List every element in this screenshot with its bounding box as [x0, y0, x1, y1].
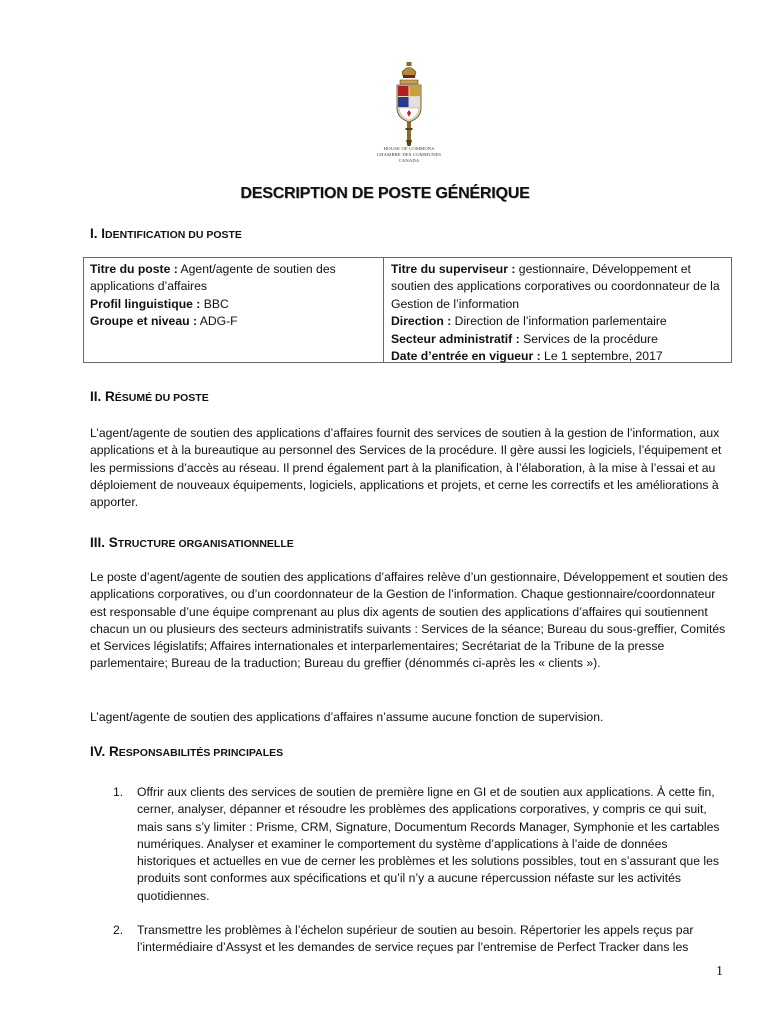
identification-left-column — [90, 261, 376, 331]
section-rest: TRUCTURE ORGANISATIONNELLE — [117, 538, 294, 550]
logo-caption-line-1: HOUSE OF COMMONS — [383, 146, 435, 151]
responsibility-number: 1. — [113, 785, 124, 799]
section-heading-structure — [90, 535, 294, 550]
field-language-profile: Profil linguistique : BBC — [90, 296, 229, 311]
section-initial: S — [108, 535, 118, 550]
section-initial: R — [109, 744, 119, 759]
section-heading-responsibilities — [90, 744, 283, 759]
logo-caption-line-3: CANADA — [398, 158, 420, 163]
field-supervisor-title: Titre du superviseur : gestionnaire, Développement et soutien des applications corporatives ou coordonnateur de la Gestion de l’information — [391, 262, 720, 311]
section-initial: I — [101, 226, 106, 241]
field-job-title: Titre du poste : Agent/agente de soutien des applications d’affaires — [90, 262, 336, 294]
responsibility-item — [113, 922, 729, 957]
section-rest: ÉSUMÉ DU POSTE — [114, 392, 209, 404]
section-numeral: II. — [90, 389, 102, 404]
section-heading-identification — [90, 226, 242, 241]
house-of-commons-logo — [372, 62, 446, 164]
coat-of-arms-icon — [394, 62, 424, 146]
section-numeral: I. — [90, 226, 98, 241]
structure-paragraph-1: Le poste d’agent/agente de soutien des applications d’affaires relève d’un gestionnaire, Développement et soutien des applications corporatives, ou d’un coordonnateur de la Gestion de l’information. Chaque gestionnaire/coordonnateur est responsable d’une équipe comprenant au plus dix agents de soutien des applications d’affaires qui soutiennent chacun un ou plusieurs des secteurs administratifs suivants : Services de la séance; Bureau du sous-greffier, Comités et Services législatifs; Affaires internationales et interparlementaires; Secrétariat de la Tribune de la presse parlementaire; Bureau de la traduction; Bureau du greffier (dénommés ci-après les « clients »). — [90, 570, 729, 671]
responsibility-item — [113, 784, 729, 905]
section-rest: DENTIFICATION DU POSTE — [105, 229, 242, 241]
responsibility-text: Offrir aux clients des services de soutien de première ligne en GI et de soutien aux applications. À cette fin, cerner, analyser, dépanner et résoudre les problèmes des applications corporatives, y compris ce qui suit, mais sans s’y limiter : Prisme, CRM, Signature, Documentum Records Manager, Symphonie et les cartables numériques. Analyser et examiner le comportement du système d’applications à l’aide de données historiques et actuelles en vue de cerner les problèmes et les solutions possibles, tout en s’assurant que les produits sont conformes aux spécifications et qu’il n’y a aucune répercussion néfaste sur les activités quotidiennes. — [137, 785, 720, 903]
table-divider — [383, 258, 384, 362]
section-initial: R — [105, 389, 115, 404]
section-heading-resume — [90, 389, 209, 404]
field-administrative-sector: Secteur administratif : Services de la procédure — [391, 331, 658, 346]
identification-right-column — [391, 261, 728, 365]
field-group-level: Groupe et niveau : ADG-F — [90, 314, 238, 329]
logo-caption-line-2: CHAMBRE DES COMMUNES — [376, 152, 442, 157]
section-rest: ESPONSABILITÉS PRINCIPALES — [118, 747, 284, 759]
page-number: 1 — [716, 964, 723, 979]
responsibility-number: 2. — [113, 923, 124, 937]
identification-table — [83, 257, 732, 363]
document-title: DESCRIPTION DE POSTE GÉNÉRIQUE — [240, 185, 530, 202]
section-numeral: IV. — [90, 744, 106, 759]
structure-paragraph-2: L’agent/agente de soutien des applications d’affaires n’assume aucune fonction de supervision. — [90, 710, 604, 724]
field-directorate: Direction : Direction de l’information parlementaire — [391, 314, 667, 329]
resume-paragraph: L’agent/agente de soutien des applications d’affaires fournit des services de soutien à la gestion de l’information, aux applications et à la bureautique au personnel des Services de la procédure. Il gère aussi les logiciels, l’équipement et les permissions d’accès au réseau. Il prend également part à la planification, à l’élaboration, à la mise à l’essai et au déploiement de nouveaux équipements, logiciels, applications et projets, et cerne les correctifs et les améliorations à apporter. — [90, 426, 722, 510]
field-effective-date: Date d’entrée en vigueur : Le 1 septembre, 2017 — [391, 349, 663, 364]
responsibility-text: Transmettre les problèmes à l’échelon supérieur de soutien au besoin. Répertorier les appels reçus par l’intermédiaire d’Assyst et les demandes de service reçues par l’entremise de Perfect Tracker dans les — [137, 923, 694, 955]
section-numeral: III. — [90, 535, 106, 550]
